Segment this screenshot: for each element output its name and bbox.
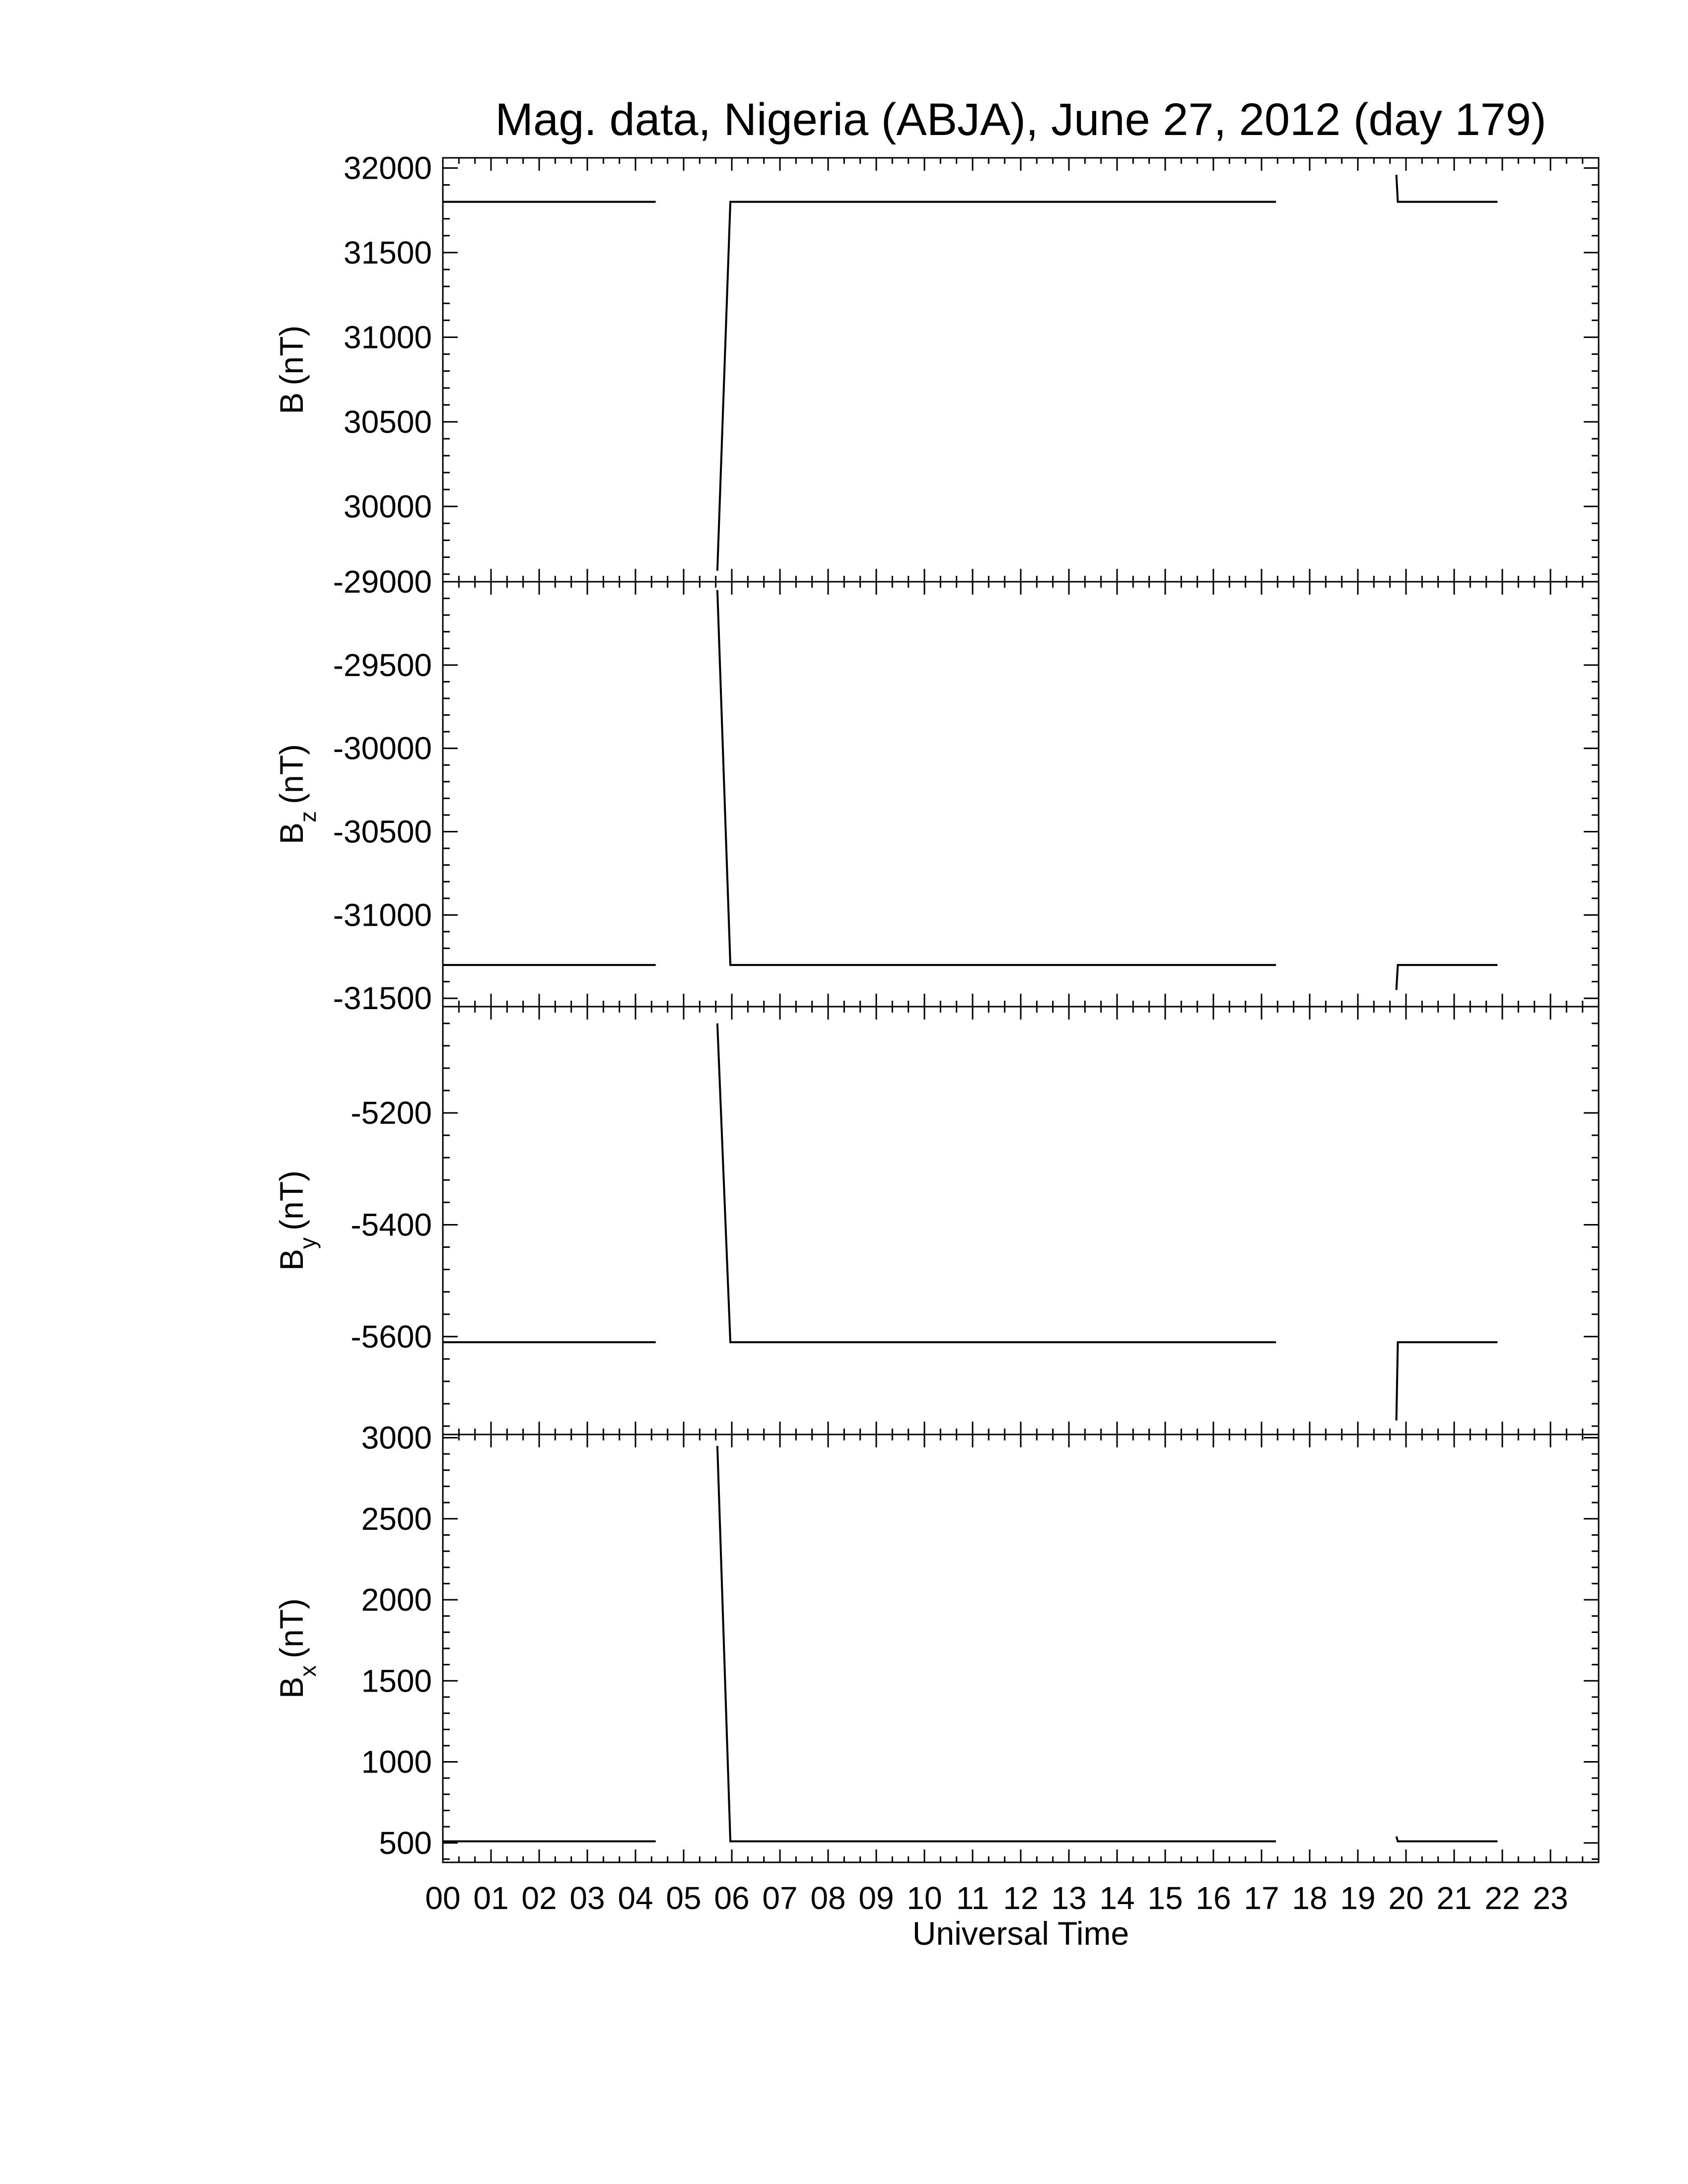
y-tick-label: -30500 bbox=[333, 814, 432, 850]
x-tick-label: 23 bbox=[1533, 1880, 1568, 1916]
y-tick-label: 3000 bbox=[361, 1420, 432, 1456]
y-tick-label: 32000 bbox=[344, 150, 432, 186]
x-tick-label: 17 bbox=[1244, 1880, 1279, 1916]
y-tick-label: 30000 bbox=[344, 488, 432, 525]
y-tick-label: -5600 bbox=[351, 1318, 432, 1355]
y-tick-label: 30500 bbox=[344, 404, 432, 440]
y-axis-label-subscript: z bbox=[295, 811, 321, 822]
x-tick-label: 14 bbox=[1099, 1880, 1135, 1916]
x-tick-label: 15 bbox=[1147, 1880, 1183, 1916]
x-tick-label: 06 bbox=[714, 1880, 750, 1916]
x-tick-label: 18 bbox=[1292, 1880, 1328, 1916]
x-tick-label: 03 bbox=[569, 1880, 605, 1916]
y-tick-label: -5400 bbox=[351, 1207, 432, 1243]
y-axis-label-unit: (nT) bbox=[273, 325, 310, 386]
x-tick-label: 13 bbox=[1051, 1880, 1087, 1916]
y-tick-label: 1500 bbox=[361, 1663, 432, 1699]
y-axis-label-subscript: y bbox=[295, 1237, 321, 1249]
x-tick-label: 10 bbox=[907, 1880, 942, 1916]
x-tick-label: 08 bbox=[810, 1880, 846, 1916]
x-tick-label: 19 bbox=[1340, 1880, 1376, 1916]
x-tick-label: 04 bbox=[618, 1880, 653, 1916]
x-tick-label: 07 bbox=[762, 1880, 798, 1916]
y-tick-label: 2000 bbox=[361, 1582, 432, 1618]
y-axis-label-symbol: B bbox=[273, 392, 310, 414]
x-tick-label: 01 bbox=[473, 1880, 509, 1916]
y-axis-label-symbol: B bbox=[273, 1676, 310, 1699]
y-tick-label: -29500 bbox=[333, 647, 432, 683]
y-tick-label: -5200 bbox=[351, 1095, 432, 1131]
y-axis-label-subscript: x bbox=[295, 1665, 321, 1677]
y-tick-label: -29000 bbox=[333, 564, 432, 600]
y-axis-label-symbol: B bbox=[273, 822, 310, 845]
y-axis-label-symbol: B bbox=[273, 1248, 310, 1271]
chart-title: Mag. data, Nigeria (ABJA), June 27, 2012 (day 179) bbox=[495, 94, 1547, 145]
y-tick-label: 31000 bbox=[344, 319, 432, 355]
y-axis-label-unit: (nT) bbox=[273, 1598, 310, 1658]
x-tick-label: 12 bbox=[1003, 1880, 1039, 1916]
y-tick-label: -31500 bbox=[333, 980, 432, 1017]
x-tick-label: 11 bbox=[956, 1880, 989, 1916]
y-tick-label: 31500 bbox=[344, 234, 432, 271]
x-axis-label: Universal Time bbox=[912, 1915, 1129, 1952]
x-tick-label: 09 bbox=[858, 1880, 894, 1916]
x-tick-label: 20 bbox=[1388, 1880, 1424, 1916]
y-tick-label: -31000 bbox=[333, 897, 432, 933]
x-tick-label: 02 bbox=[521, 1880, 557, 1916]
x-tick-label: 21 bbox=[1436, 1880, 1472, 1916]
y-tick-label: 2500 bbox=[361, 1501, 432, 1537]
y-axis-label-unit: (nT) bbox=[273, 1170, 310, 1230]
y-tick-label: 1000 bbox=[361, 1744, 432, 1780]
x-tick-label: 05 bbox=[666, 1880, 702, 1916]
y-tick-label: 500 bbox=[379, 1825, 432, 1861]
y-axis-label-unit: (nT) bbox=[273, 744, 310, 804]
x-tick-label: 00 bbox=[425, 1880, 461, 1916]
x-tick-label: 22 bbox=[1484, 1880, 1520, 1916]
x-tick-label: 16 bbox=[1196, 1880, 1231, 1916]
y-axis-label bbox=[273, 325, 310, 414]
y-tick-label: -30000 bbox=[333, 730, 432, 766]
